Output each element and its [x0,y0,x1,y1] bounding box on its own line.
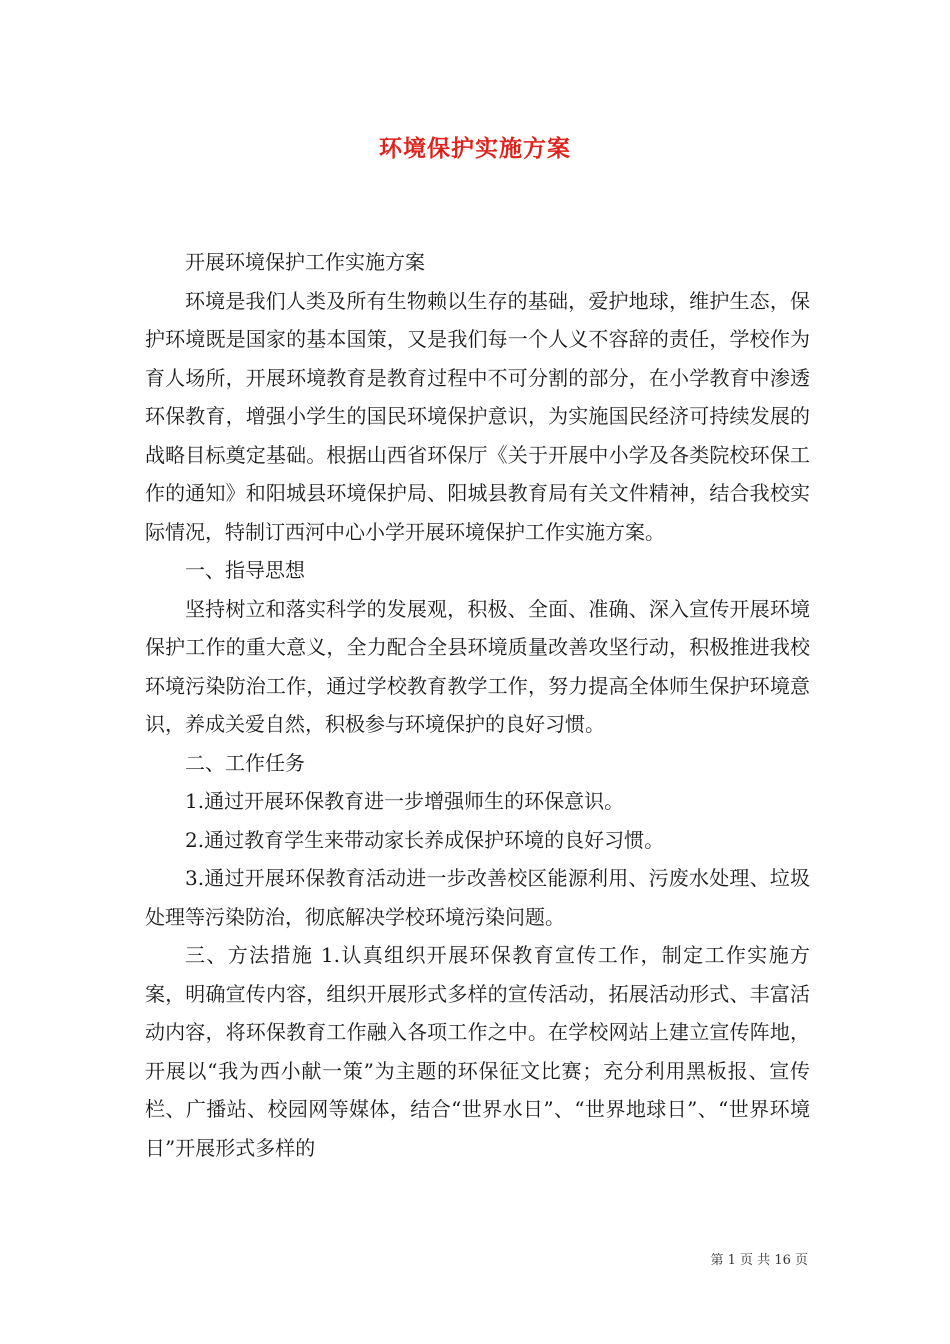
paragraph-guiding-ideology: 坚持树立和落实科学的发展观，积极、全面、准确、深入宣传开展环境保护工作的重大意义，全力配合全县环境质量改善攻坚行动，积极推进我校环境污染防治工作，通过学校教育教学工作，努力提高全体师生保护环境意识，养成关爱自然，积极参与环境保护的良好习惯。 [145,596,810,736]
page-title: 环境保护实施方案 [379,135,571,162]
page-number: 第 1 页 共 16 页 [710,1253,808,1268]
task-item-1: 1.通过开展环保教育进一步增强师生的环保意识。 [185,789,625,813]
heading-guiding-ideology: 一、指导思想 [185,558,305,582]
heading-work-tasks: 二、工作任务 [185,750,305,775]
document-body [145,243,810,1167]
paragraph-intro: 环境是我们人类及所有生物赖以生存的基础，爱护地球，维护生态，保护环境既是国家的基本国策，又是我们每一个人义不容辞的责任，学校作为育人场所，开展环境教育是教育过程中不可分割的部分，在小学教育中渗透环保教育，增强小学生的国民环境保护意识，为实施国民经济可持续发展的战略目标奠定基础。根据山西省环保厅《关于开展中小学及各类院校环保工作的通知》和阳城县环境保护局、阳城县教育局有关文件精神，结合我校实际情况，特制订西河中心小学开展环境保护工作实施方案。 [145,288,810,544]
task-item-3: 3.通过开展环保教育活动进一步改善校区能源利用、污废水处理、垃圾处理等污染防治，彻底解决学校环境污染问题。 [145,866,810,929]
paragraph-methods: 三、方法措施 1.认真组织开展环保教育宣传工作，制定工作实施方案，明确宣传内容，组织开展形式多样的宣传活动，拓展活动形式、丰富活动内容，将环保教育工作融入各项工作之中。在学校网站上建立宣传阵地，开展以“我为西小献一策”为主题的环保征文比赛；充分利用黑板报、宣传栏、广播站、校园网等媒体，结合“世界水日”、“世界地球日”、“世界环境日”开展形式多样的 [145,943,810,1160]
task-item-2: 2.通过教育学生来带动家长养成保护环境的良好习惯。 [185,827,665,852]
paragraph-subtitle: 开展环境保护工作实施方案 [185,250,425,274]
